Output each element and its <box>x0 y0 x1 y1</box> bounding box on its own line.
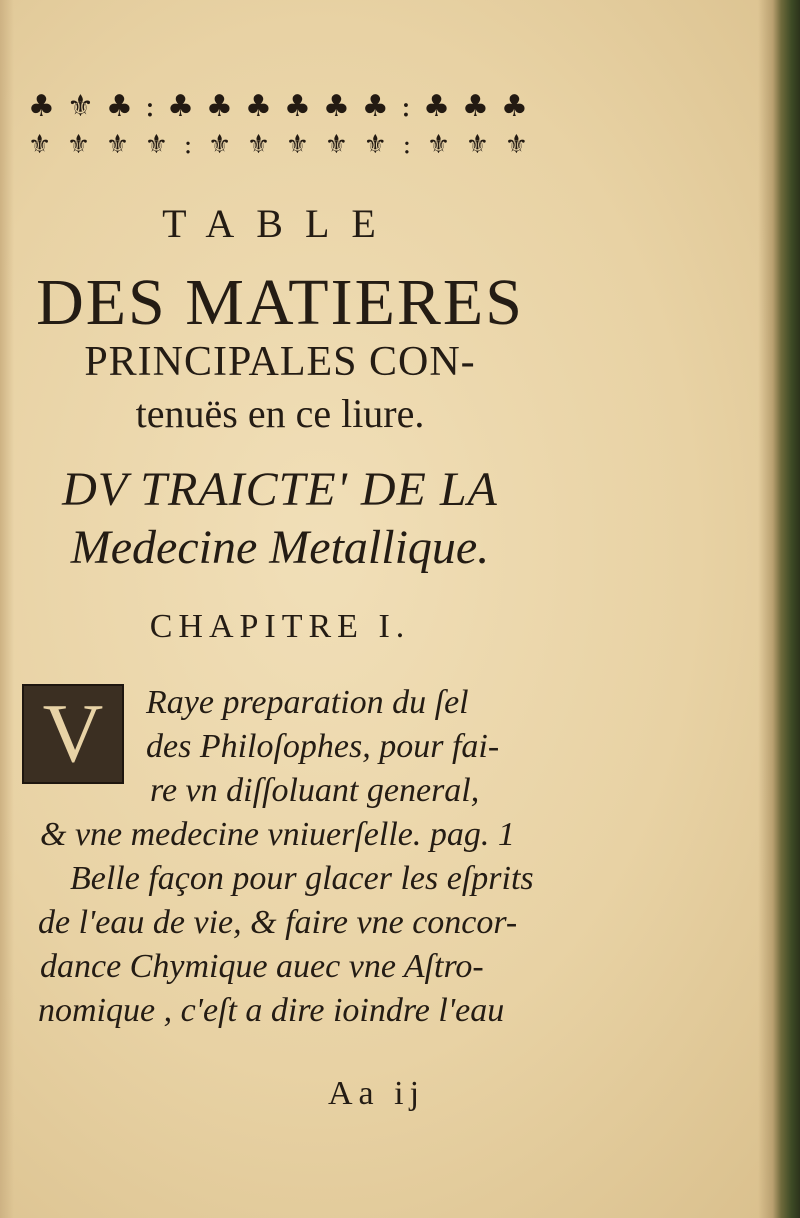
tenues-title: tenuës en ce liure. <box>135 391 425 436</box>
fleuron-glyph: ♣ <box>361 89 389 124</box>
ornament-row-top <box>28 88 528 126</box>
body-line-6: de l'eau de vie, & faire vne concor- <box>38 904 518 941</box>
fleuron-glyph: ⚜ <box>246 130 271 160</box>
fleuron-glyph: ♣ <box>28 89 55 124</box>
fleuron-glyph: ⚜ <box>363 130 387 160</box>
principales-title: PRINCIPALES CON- <box>84 339 476 385</box>
fleuron-glyph: ♣ <box>322 89 350 124</box>
fleuron-glyph: ⚜ <box>207 130 232 160</box>
fleuron-glyph: ♣ <box>462 89 489 124</box>
fleuron-glyph: ⚜ <box>324 130 349 160</box>
des-matieres-title: DES MATIERES <box>36 266 524 339</box>
body-line-1: Raye preparation du ſel <box>146 684 469 721</box>
fleuron-glyph: ⚜ <box>105 130 130 160</box>
page-binding-edge <box>758 0 800 1218</box>
treatise-heading-line2: Medecine Metallique. <box>70 521 490 574</box>
fleuron-glyph: ⚜ <box>465 130 490 160</box>
fleuron-glyph: ⚜ <box>144 130 169 160</box>
body-line-4: & vne medecine vniuerſelle. pag. 1 <box>40 816 515 853</box>
fleuron-glyph: : <box>183 130 193 160</box>
fleuron-glyph: ⚜ <box>28 130 52 160</box>
fleuron-glyph: ♣ <box>167 89 194 124</box>
fleuron-glyph: ⚜ <box>66 89 94 124</box>
fleuron-glyph: ♣ <box>206 89 233 124</box>
fleuron-glyph: ♣ <box>423 89 450 124</box>
body-line-3: re vn diſſoluant general, <box>150 772 480 809</box>
ornament-row-bottom <box>28 126 528 164</box>
fleuron-glyph: : <box>400 89 411 124</box>
chapter-heading: CHAPITRE I. <box>149 608 411 645</box>
body-line-2: des Philoſophes, pour fai- <box>146 728 500 765</box>
fleuron-glyph: ♣ <box>283 89 311 124</box>
decorated-initial <box>22 684 124 784</box>
fleuron-glyph: : <box>402 130 412 160</box>
fleuron-glyph: ⚜ <box>426 130 451 160</box>
fleuron-glyph: ⚜ <box>66 130 91 160</box>
fleuron-glyph: ⚜ <box>285 130 310 160</box>
treatise-heading-line1: DV TRAICTE' DE LA <box>62 463 498 516</box>
fleuron-glyph: ⚜ <box>504 130 528 160</box>
fleuron-glyph: ♣ <box>501 89 528 124</box>
fleuron-glyph: : <box>144 89 156 124</box>
initial-letter: V <box>42 687 104 780</box>
fleuron-ornament <box>28 88 528 170</box>
fleuron-glyph: ♣ <box>245 89 272 124</box>
fleuron-glyph: ♣ <box>105 89 133 124</box>
catchword-signature: Aa ij <box>328 1075 426 1112</box>
body-line-8: nomique , c'eſt a dire ioindre l'eau <box>38 992 505 1029</box>
body-line-7: dance Chymique auec vne Aſtro- <box>40 948 484 985</box>
body-line-5: Belle façon pour glacer les eſprits <box>70 860 534 897</box>
table-title: TABLE <box>162 201 398 246</box>
